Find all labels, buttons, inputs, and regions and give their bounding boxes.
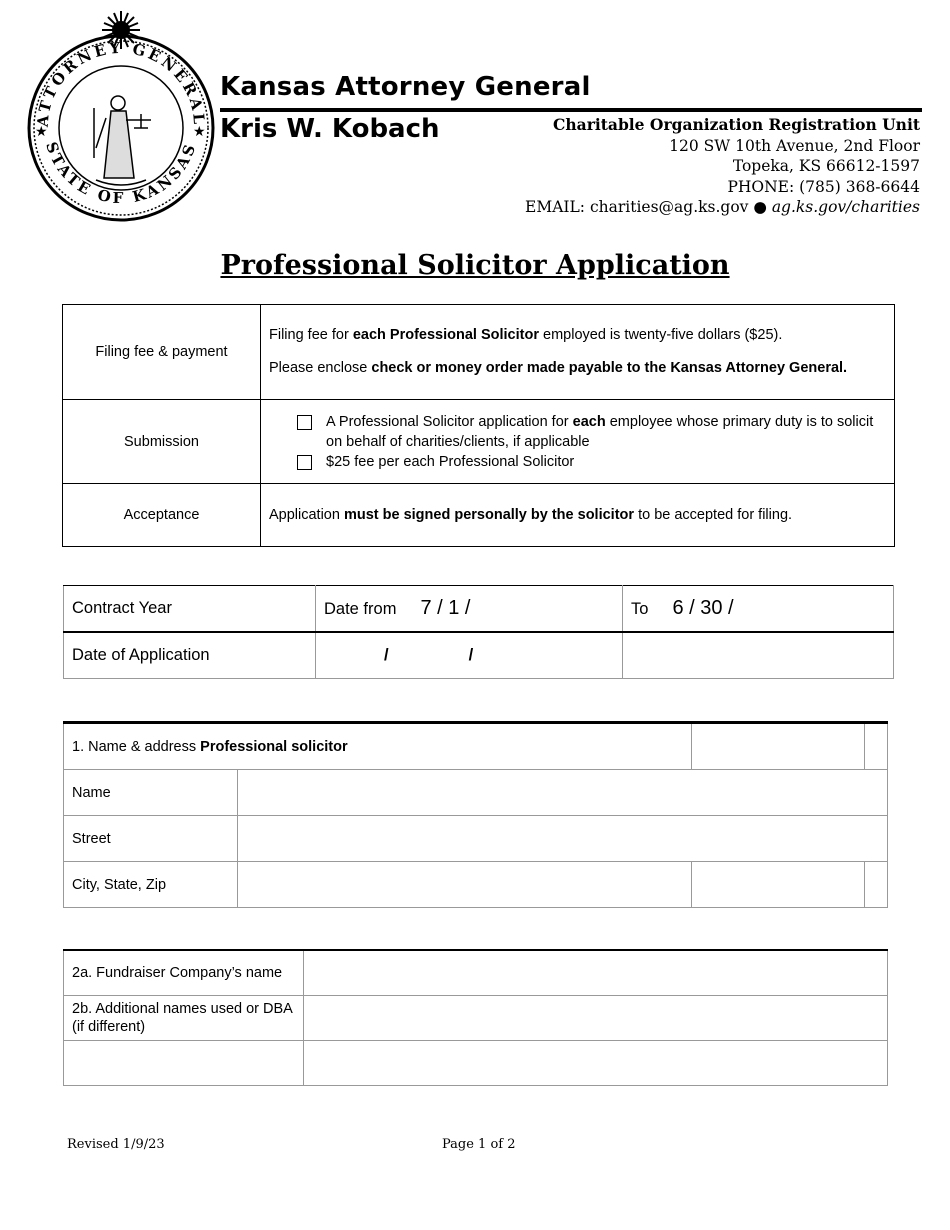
email-line [525, 197, 920, 218]
submission-label: Submission [63, 400, 261, 484]
phone: PHONE: (785) 368-6644 [727, 177, 920, 196]
email[interactable]: EMAIL: charities@ag.ks.gov ● [525, 198, 772, 216]
blank-input[interactable] [304, 1041, 888, 1086]
revised-date: Revised 1/9/23 [67, 1137, 165, 1152]
acceptance-text: Application must be signed personally by the solicitor to be accepted for filing. [261, 484, 895, 547]
checklist-item: $25 fee per each Professional Solicitor [297, 452, 886, 472]
name-label: Name [64, 770, 238, 816]
checkbox[interactable] [297, 415, 312, 430]
section-1-heading: 1. Name & address Professional solicitor [64, 723, 692, 770]
lady-justice-icon [94, 96, 151, 185]
city-input[interactable] [238, 862, 692, 908]
dba-input[interactable] [304, 996, 888, 1041]
attorney-general-seal [26, 8, 216, 233]
street-label: Street [64, 816, 238, 862]
page-title: Professional Solicitor Application [220, 250, 730, 281]
unit-name: Charitable Organization Registration Unit [553, 115, 920, 134]
company-name-label: 2a. Fundraiser Company’s name [64, 950, 304, 996]
contact-block [525, 115, 920, 218]
fee-label: Filing fee & payment [63, 305, 261, 400]
name-input[interactable] [238, 770, 888, 816]
address-line-2: Topeka, KS 66612-1597 [732, 157, 920, 175]
website-link[interactable]: ag.ks.gov/charities [771, 198, 920, 216]
state-input[interactable] [692, 862, 865, 908]
blank-label [64, 1041, 304, 1086]
address-line-1: 120 SW 10th Avenue, 2nd Floor [669, 136, 920, 155]
date-to-field[interactable]: To 6 / 30 / [623, 586, 894, 633]
header-rule [220, 108, 922, 112]
heading-cell [865, 723, 888, 770]
checklist-item: A Professional Solicitor application for each employee whose primary duty is to solicit on behalf of charities/clients, if applicable [297, 412, 886, 452]
date-from-field[interactable]: Date from 7 / 1 / [316, 586, 623, 633]
agency-name: Kansas Attorney General [220, 72, 591, 102]
contract-year-label: Contract Year [64, 586, 316, 633]
application-date-label: Date of Application [64, 632, 316, 679]
solicitor-table [63, 721, 888, 908]
svg-text:STATE OF KANSAS: STATE OF KANSAS [42, 139, 200, 208]
acceptance-label: Acceptance [63, 484, 261, 547]
city-state-zip-label: City, State, Zip [64, 862, 238, 908]
zip-input[interactable] [865, 862, 888, 908]
company-name-input[interactable] [304, 950, 888, 996]
page-number: Page 1 of 2 [442, 1137, 516, 1152]
svg-text:★: ★ [193, 124, 206, 140]
svg-text:★: ★ [35, 124, 48, 140]
instructions-table [62, 304, 895, 547]
dba-label: 2b. Additional names used or DBA (if different) [64, 996, 304, 1041]
application-date-extra[interactable] [623, 632, 894, 679]
attorney-general-name: Kris W. Kobach [220, 114, 440, 144]
fee-text: Filing fee for each Professional Solicitor employed is twenty-five dollars ($25). Please enclose check or money order made payable to the Kansas Attorney General. [261, 305, 895, 400]
checkbox[interactable] [297, 455, 312, 470]
heading-cell [692, 723, 865, 770]
submission-checklist [261, 400, 895, 484]
street-input[interactable] [238, 816, 888, 862]
application-date-field[interactable]: / / [316, 632, 623, 679]
svg-text:ATTORNEY GENERAL: ATTORNEY GENERAL [33, 38, 209, 128]
fundraiser-table [63, 949, 888, 1086]
contract-table [63, 585, 894, 679]
